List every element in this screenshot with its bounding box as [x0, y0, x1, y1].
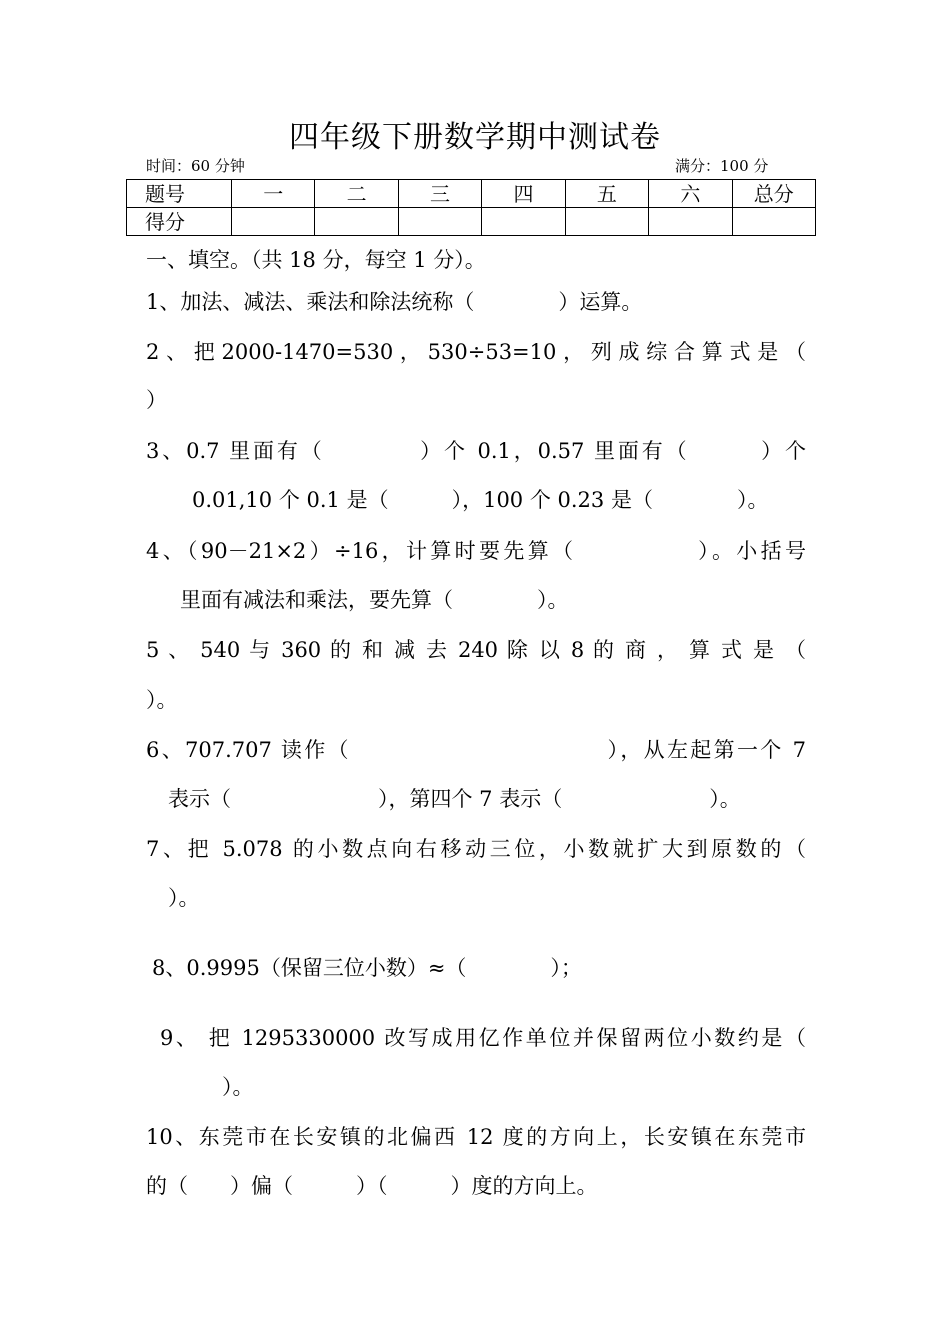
- question-7-line-2: ）。: [168, 886, 200, 910]
- question-7-line-1: 7、把 5.078 的小数点向右移动三位，小数就扩大到原数的（: [146, 837, 806, 861]
- question-6-line-1: 6、707.707 读作（ ），从左起第一个 7: [146, 738, 806, 762]
- score-table-header-row: [127, 180, 816, 208]
- question-8: 8、0.9995（保留三位小数）≈（ ）；: [152, 956, 582, 980]
- question-3-line-1: 3、0.7 里面有（ ）个 0.1，0.57 里面有（ ）个: [146, 439, 806, 463]
- question-10-line-2: 的（ ）偏（ ）（ ）度的方向上。: [146, 1174, 598, 1198]
- question-5-line-2: ）。: [146, 688, 178, 712]
- header-cell: 二: [315, 180, 398, 208]
- time-limit: 时间：60 分钟: [146, 157, 245, 175]
- question-2-line-2: ）: [146, 388, 167, 412]
- header-cell: 四: [482, 180, 565, 208]
- section-heading: 一、填空。（共 18 分，每空 1 分）。: [146, 248, 486, 272]
- header-cell: 总分: [732, 180, 815, 208]
- question-9-line-1: 9、 把 1295330000 改写成用亿作单位并保留两位小数约是（: [160, 1026, 806, 1050]
- header-cell: 三: [398, 180, 481, 208]
- question-1: 1、加法、减法、乘法和除法统称（ ）运算。: [146, 290, 643, 314]
- score-table: [126, 179, 816, 236]
- question-2-line-1: 2 、 把 2000-1470=530 ， 530÷53=10 ， 列 成 综 合 算 式 是 （: [146, 340, 806, 364]
- question-9-line-2: ）。: [222, 1075, 254, 1099]
- score-table-score-row: [127, 208, 816, 236]
- full-score: 满分：100 分: [675, 157, 769, 175]
- question-4-line-1: 4、（90－21×2）÷16，计算时要先算（ ）。小括号: [146, 539, 806, 563]
- question-6-line-2: 表示（ ），第四个 7 表示（ ）。: [168, 787, 741, 811]
- question-5-line-1: 5 、 540 与 360 的 和 减 去 240 除 以 8 的 商 ， 算 式 是 （: [146, 638, 806, 662]
- header-cell: 五: [565, 180, 648, 208]
- score-cell[interactable]: [482, 208, 565, 236]
- header-cell: 一: [232, 180, 315, 208]
- score-cell[interactable]: [732, 208, 815, 236]
- score-cell[interactable]: [315, 208, 398, 236]
- score-cell[interactable]: [232, 208, 315, 236]
- page-title: 四年级下册数学期中测试卷: [289, 120, 661, 155]
- score-cell[interactable]: [565, 208, 648, 236]
- question-4-line-2: 里面有减法和乘法，要先算（ ）。: [180, 588, 569, 612]
- score-cell[interactable]: [649, 208, 732, 236]
- question-10-line-1: 10、东莞市在长安镇的北偏西 12 度的方向上，长安镇在东莞市: [146, 1125, 806, 1149]
- header-cell: 六: [649, 180, 732, 208]
- question-3-line-2: 0.01,10 个 0.1 是（ ），100 个 0.23 是（ ）。: [192, 488, 769, 512]
- score-row-label: 得分: [127, 208, 232, 236]
- header-cell: 题号: [127, 180, 232, 208]
- score-cell[interactable]: [398, 208, 481, 236]
